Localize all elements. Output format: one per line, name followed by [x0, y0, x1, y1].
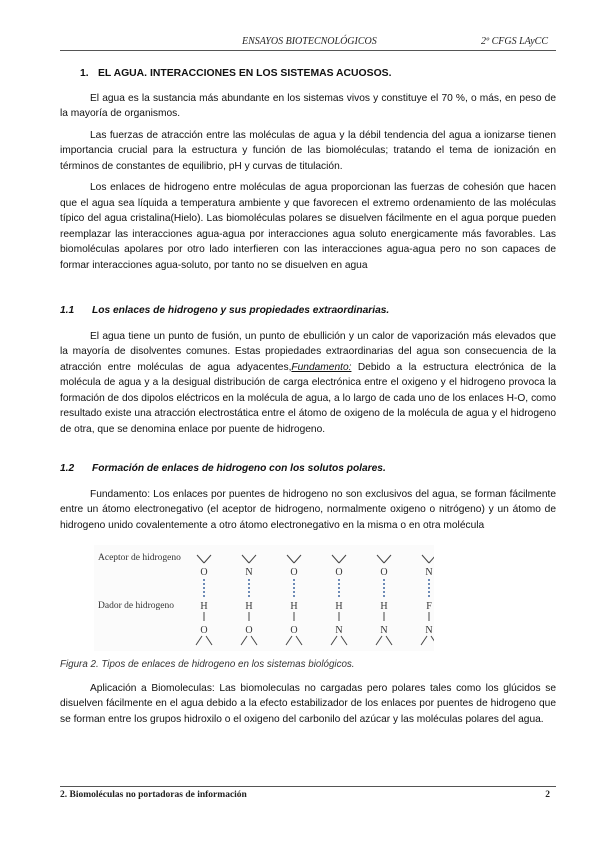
- donor-atom: N: [380, 625, 388, 636]
- paragraph-properties-after: Debido a la estructura electrónica de la molécula de agua y a la desigual distribución de carga electrónica entre el oxigeno y el hidrogeno provoca la formación de dos dipolos eléctricos en la molécula de agua, a lo largo de cada uno de los enlaces H-O, como resultado existe una atracción electrostática entre el átomo de oxigeno de la molécula de agua y el hidrogeno de otra, que se denomina enlace por puente de hidrogeno.: [60, 361, 556, 435]
- bond-line: [376, 636, 382, 645]
- bond-line: [422, 555, 429, 563]
- hydrogen-atom: H: [200, 601, 208, 612]
- bond-line: [296, 636, 302, 645]
- bond-line: [251, 636, 257, 645]
- paragraph-water-abundance: El agua es la sustancia más abundante en los sistemas vivos y constituye el 70 %, o más, en peso de la mayoría de organismos.: [60, 92, 556, 119]
- bond-line: [287, 555, 294, 563]
- donor-atom: N: [335, 625, 343, 636]
- bond-line: [386, 636, 392, 645]
- hydrogen-atom: H: [245, 601, 253, 612]
- bond-line: [241, 636, 247, 645]
- paragraph-application: Aplicación a Biomoleculas: Las biomoleculas no cargadas pero polares tales como los glúcidos se disuelven fácilmente en el agua debido a la efecto estabilizador de los enlaces por puentes de hidrogeno que se forman entre los grupos hidroxilo o el oxigeno del carbonilo del azúcar y las moléculas polares del agua.: [60, 682, 556, 725]
- bond-line: [204, 555, 211, 563]
- hydrogen-atom: H: [380, 601, 388, 612]
- bond-line: [339, 555, 346, 563]
- donor-atom: O: [200, 625, 208, 636]
- acceptor-atom: N: [425, 567, 433, 578]
- page-header: [60, 36, 556, 51]
- footer-page-number: 2: [545, 790, 550, 800]
- acceptor-atom: O: [290, 567, 298, 578]
- figure-caption: Figura 2. Tipos de enlaces de hidrogeno en los sistemas biológicos.: [60, 659, 355, 670]
- footer-chapter: 2. Biomoléculas no portadoras de información: [60, 790, 247, 800]
- bond-line: [331, 636, 337, 645]
- donor-atom: O: [245, 625, 253, 636]
- section-1-1-title: Los enlaces de hidrogeno y sus propiedades extraordinarias.: [92, 305, 390, 316]
- bond-line: [384, 555, 391, 563]
- bond-line: [431, 636, 434, 645]
- donor-atom: N: [425, 625, 433, 636]
- paragraph-water-properties: [60, 329, 556, 438]
- section-1-number: 1.: [80, 68, 89, 79]
- hydrogen-atom: H: [290, 601, 298, 612]
- hydrogen-atom: F: [426, 601, 432, 612]
- bond-line: [429, 555, 434, 563]
- bond-line: [242, 555, 249, 563]
- page-footer: [60, 786, 556, 800]
- hydrogen-atom: H: [335, 601, 343, 612]
- hydrogen-bond-diagram: [94, 545, 434, 651]
- bond-line: [332, 555, 339, 563]
- acceptor-atom: O: [335, 567, 343, 578]
- acceptor-label: Aceptor de hidrogeno: [98, 553, 181, 563]
- donor-label: Dador de hidrogeno: [98, 601, 174, 611]
- section-1-1-heading: [60, 303, 556, 319]
- section-1-title: EL AGUA. INTERACCIONES EN LOS SISTEMAS ACUOSOS.: [98, 68, 392, 79]
- header-subject: ENSAYOS BIOTECNOLÓGICOS: [242, 36, 377, 47]
- bond-line: [286, 636, 292, 645]
- paragraph-hydrogen-bonds: Los enlaces de hidrogeno entre moléculas de agua proporcionan las fuerzas de cohesión que hacen que el agua sea líquida a temperatura ambiente y que favorecen el extremo ordenamiento de las moléculas típico del agua cristalina(Hielo). Las biomoléculas polares se disuelven fácilmente en el agua porque pueden reemplazar las interacciones agua-agua por interacciones agua soluto energicamente más favorables. Las biomoléculas apolares por otro lado interfieren con las interacciones agua-agua pero no son capaces de formar interacciones agua-soluto, por tanto no se disuelven en agua: [60, 182, 556, 271]
- section-1-2-heading: [60, 461, 556, 477]
- section-1-heading: [80, 66, 556, 82]
- bond-line: [206, 636, 212, 645]
- acceptor-atom: O: [380, 567, 388, 578]
- acceptor-atom: O: [200, 567, 208, 578]
- section-1-2-number: 1.2: [60, 463, 75, 474]
- paragraph-polar-solutes: Fundamento: Los enlaces por puentes de hidrogeno no son exclusivos del agua, se forman fácilmente entre un átomo electronegativo (el aceptor de hidrogeno, normalmente oxigeno o nitrógeno) y un átomo de hidrogeno unido covalentemente a otro átomo electronegativo en la misma o en otra molécula: [60, 488, 556, 531]
- bond-line: [341, 636, 347, 645]
- hydrogen-bond-figure: [94, 545, 434, 651]
- section-1-1-number: 1.1: [60, 305, 75, 316]
- bond-line: [197, 555, 204, 563]
- fundamento-link[interactable]: Fundamento:: [291, 361, 352, 373]
- acceptor-atom: N: [245, 567, 253, 578]
- document-body: [60, 66, 556, 733]
- paragraph-properties-before: El agua tiene un punto de fusión, un punto de ebullición y un calor de vaporización más elevados que la mayoría de disolventes comunes. Estas propiedades extraordinarias del agua son consecuencia de la atracción entre moléculas de agua adyacentes,: [60, 330, 556, 373]
- bond-line: [421, 636, 427, 645]
- paragraph-attraction-forces: Las fuerzas de atracción entre las moléculas de agua y la débil tendencia del agua a ionizarse tienen importancia crucial para la estructura y función de las biomoléculas; tratando el tema de ionización en términos de constantes de equilibrio, pH y curvas de titulación.: [60, 129, 556, 172]
- header-course: 2º CFGS LAyCC: [481, 36, 548, 47]
- bond-line: [377, 555, 384, 563]
- bond-line: [249, 555, 256, 563]
- section-1-2-title: Formación de enlaces de hidrogeno con los solutos polares.: [92, 463, 386, 474]
- bond-line: [294, 555, 301, 563]
- donor-atom: O: [290, 625, 298, 636]
- bond-line: [196, 636, 202, 645]
